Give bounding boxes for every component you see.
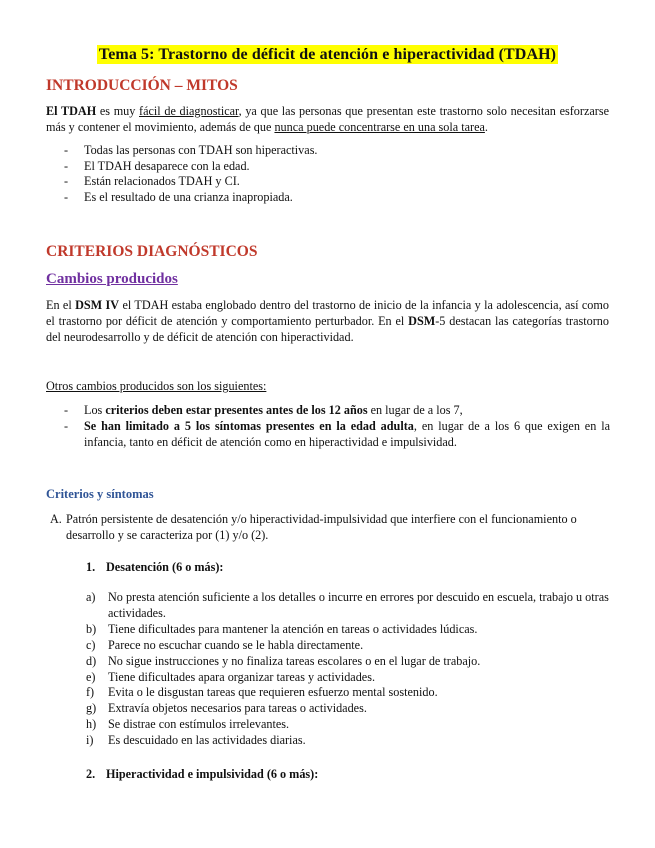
intro-heading: INTRODUCCIÓN – MITOS	[46, 77, 238, 94]
symptom-item	[86, 622, 612, 638]
symptom-marker: i)	[86, 733, 94, 748]
symptom-text: Extravía objetos necesarios para tareas o actividades.	[108, 701, 367, 716]
section-2-title: Hiperactividad e impulsividad (6 o más):	[106, 767, 319, 781]
changes-p3: el TDAH estaba englobado dentro del trastorno de inicio de la infancia y la adolescencia, así como el trastorno por déficit de atención y comportamiento perturbador. En el	[46, 298, 609, 328]
symptom-item	[86, 654, 612, 670]
symptom-text: Tiene dificultades apara organizar tareas y actividades.	[108, 669, 375, 684]
symptom-marker: h)	[86, 717, 97, 732]
symptom-marker: d)	[86, 653, 97, 668]
intro-p1: El TDAH	[46, 104, 97, 118]
symptom-text: Se distrae con estímulos irrelevantes.	[108, 717, 290, 732]
change-item	[64, 418, 610, 450]
other-changes-heading: Otros cambios producidos son los siguientes:	[46, 379, 267, 393]
myths-list	[64, 143, 317, 206]
symptom-text: No sigue instrucciones y no finaliza tareas escolares o en el lugar de trabajo.	[108, 653, 481, 668]
section-1-title: Desatención (6 o más):	[106, 560, 224, 574]
symptom-marker: a)	[86, 590, 96, 604]
symptom-marker: f)	[86, 685, 95, 700]
changes-p5: -5 destacan las categorías trastorno del neurodesarrollo y de déficit de atención con hiperactividad.	[46, 314, 609, 344]
symptom-item	[86, 638, 612, 654]
intro-p6: .	[484, 120, 488, 134]
myth-item: - Todas las personas con TDAH son hiperactivas.	[64, 143, 317, 159]
symptom-text: Tiene dificultades para mantener la atención en tareas o actividades lúdicas.	[108, 621, 478, 636]
changes-paragraph	[46, 297, 609, 345]
intro-p2: es muy	[96, 104, 140, 118]
symptom-marker: e)	[86, 669, 96, 684]
symptom-text: No presta atención suficiente a los detalles o incurre en errores por descuido en escuela, trabajo u otras actividades.	[108, 590, 609, 620]
section-1-heading	[86, 559, 223, 575]
symptom-item	[86, 670, 612, 686]
intro-p5: nunca puede concentrarse en una sola tarea	[274, 120, 485, 134]
section-2-heading	[86, 766, 318, 782]
changes-p2: DSM IV	[75, 298, 120, 312]
criterion-a-text: Patrón persistente de desatención y/o hiperactividad-impulsividad que interfiere con el funcionamiento o desarrollo y se caracteriza por (1) y/o (2).	[66, 512, 577, 542]
intro-p4: , ya que las personas que presentan este trastorno solo necesitan esforzarse más y contener el movimiento, además de que	[46, 104, 609, 134]
document-title: Tema 5: Trastorno de déficit de atención e hiperactividad (TDAH)	[98, 46, 557, 63]
criteria-heading: CRITERIOS DIAGNÓSTICOS	[46, 243, 258, 260]
title-block	[0, 45, 655, 64]
symptom-text: Es descuidado en las actividades diarias.	[108, 733, 306, 748]
change-item-text: Los	[84, 403, 106, 417]
symptom-marker: c)	[86, 637, 96, 652]
changes-p4: DSM	[408, 314, 436, 328]
symptom-item	[86, 701, 612, 717]
change-item-bold: Se han limitado a 5 los síntomas presentes en la edad adulta	[84, 419, 414, 433]
criterion-a	[46, 511, 611, 543]
symptom-marker: b)	[86, 621, 97, 636]
myth-item: - El TDAH desaparece con la edad.	[64, 159, 317, 175]
symptoms-heading: Criterios y síntomas	[46, 487, 154, 501]
symptom-item	[86, 717, 612, 733]
changes-list	[64, 402, 610, 450]
symptom-text: Parece no escuchar cuando se le habla directamente.	[108, 637, 364, 652]
symptom-text: Evita o le disgustan tareas que requieren esfuerzo mental sostenido.	[108, 685, 438, 700]
symptom-item	[86, 733, 612, 749]
intro-p3: fácil de diagnosticar	[139, 104, 239, 118]
intro-paragraph	[46, 103, 609, 135]
inattention-list	[86, 590, 612, 749]
symptom-item	[86, 685, 612, 701]
change-item-bold: criterios deben estar presentes antes de los 12 años	[105, 403, 368, 417]
changes-p1: En el	[46, 298, 76, 312]
criterion-a-marker: A.	[50, 512, 62, 526]
myth-item: - Están relacionados TDAH y CI.	[64, 174, 317, 190]
change-item-text: , en lugar de a los 6 que exigen en la infancia, tanto en déficit de atención como en hiperactividad e impulsividad.	[84, 419, 610, 449]
symptom-marker: g)	[86, 701, 97, 716]
myth-item: - Es el resultado de una crianza inapropiada.	[64, 190, 317, 206]
changes-heading: Cambios producidos	[46, 271, 178, 287]
symptom-item	[86, 590, 612, 622]
section-2-number: 2.	[86, 767, 96, 781]
section-1-number: 1.	[86, 560, 96, 574]
change-item-text: en lugar de a los 7,	[367, 403, 463, 417]
change-item	[64, 402, 610, 418]
